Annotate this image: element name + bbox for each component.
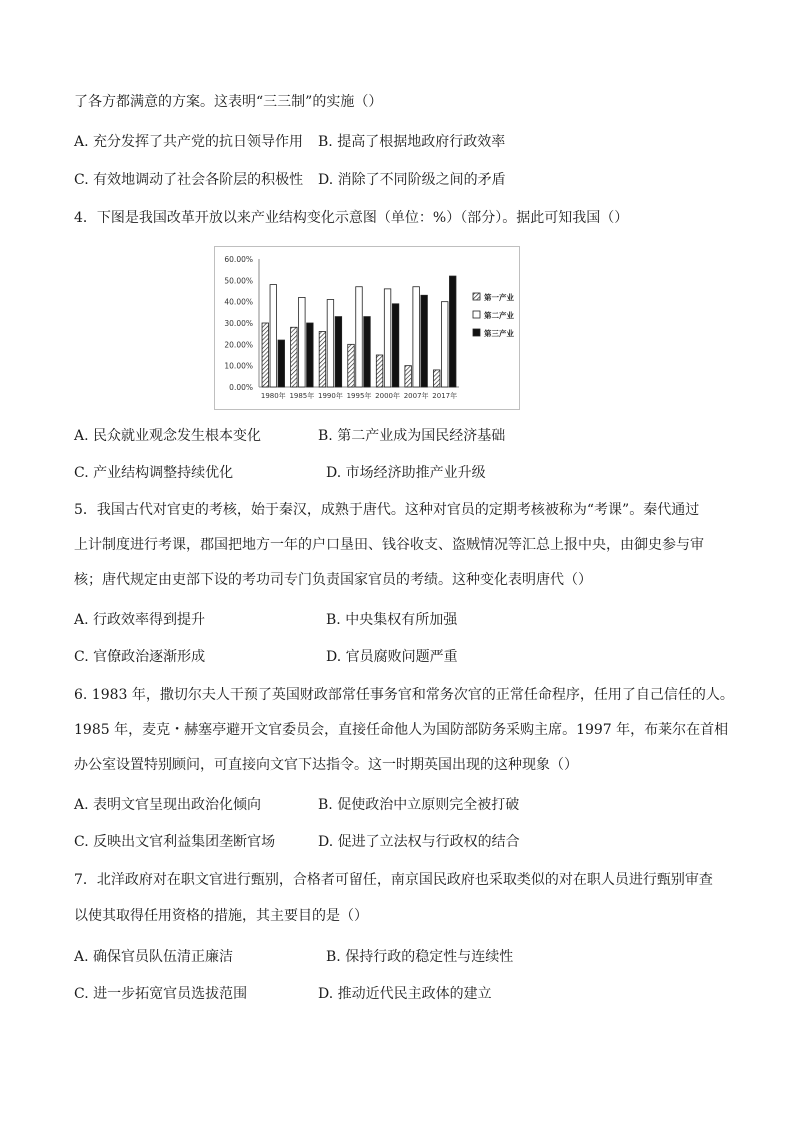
q7-option-d: D. 推动近代民主政体的建立 (318, 986, 492, 1002)
q4-stem: 4．下图是我国改革开放以来产业结构变化示意图（单位：%）（部分）。据此可知我国（） (74, 210, 629, 226)
q7-stem-line-2: 以使其取得任用资格的措施，其主要目的是（） (74, 908, 368, 924)
q4-option-a: A. 民众就业观念发生根本变化 (74, 428, 262, 444)
q5-stem-line-3: 核；唐代规定由吏部下设的考功司专门负责国家官员的考绩。这种变化表明唐代（） (74, 572, 592, 588)
q5-option-b: B. 中央集权有所加强 (326, 612, 458, 628)
x-tick-label: 2017年 (432, 392, 458, 400)
q6-option-a: A. 表明文官呈现出政治化倾向 (74, 797, 262, 813)
bar-3-4 (364, 317, 371, 387)
bar-3-6 (421, 295, 428, 387)
legend-label: 第三产业 (484, 329, 514, 338)
q5-option-c: C. 官僚政治逐渐形成 (74, 649, 206, 665)
bar-3-5 (392, 304, 399, 387)
y-tick-label: 50.00% (224, 276, 253, 286)
legend-swatch (473, 329, 480, 336)
y-tick-label: 30.00% (224, 319, 253, 328)
q3-tail: 了各方都满意的方案。这表明“三三制”的实施（） (74, 94, 383, 110)
q3-option-b: B. 提高了根据地政府行政效率 (318, 134, 506, 150)
q5-stem-line-2: 上计制度进行考课，郡国把地方一年的户口垦田、钱谷收支、盗贼情况等汇总上报中央，由御史参与审 (74, 537, 704, 553)
x-tick-label: 2000年 (375, 392, 400, 400)
bar-2-5 (384, 289, 391, 387)
bar-1-4 (348, 344, 355, 387)
q7-stem-line-1: 7．北洋政府对在职文官进行甄别，合格者可留任，南京国民政府也采取类似的对在职人员进行甄别审查 (74, 872, 713, 888)
bar-2-3 (327, 300, 334, 387)
bar-3-7 (449, 276, 456, 387)
q4-option-d: D. 市场经济助推产业升级 (326, 465, 486, 481)
q4-option-c: C. 产业结构调整持续优化 (74, 465, 234, 481)
y-tick-label: 40.00% (224, 297, 253, 307)
bar-1-5 (376, 355, 383, 387)
x-tick-label: 2007年 (403, 392, 429, 400)
x-tick-label: 1990年 (318, 392, 343, 400)
legend-label: 第一产业 (484, 293, 514, 302)
bar-3-2 (307, 323, 314, 387)
bar-3-3 (335, 317, 342, 387)
bar-1-1 (262, 323, 269, 387)
legend-swatch (473, 293, 480, 300)
bar-1-7 (433, 370, 440, 387)
q5-option-d: D. 官员腐败问题严重 (326, 649, 458, 665)
bar-3-1 (278, 340, 285, 387)
q5-stem-line-1: 5．我国古代对官吏的考核，始于秦汉，成熟于唐代。这种对官员的定期考核被称为“考课”。秦代通过 (74, 502, 700, 518)
q3-option-c: C. 有效地调动了社会各阶层的积极性 (74, 172, 304, 188)
q4-option-b: B. 第二产业成为国民经济基础 (318, 428, 506, 444)
y-tick-label: 0.00% (229, 383, 253, 392)
q6-stem-line-2: 1985 年，麦克・赫塞亭避开文官委员会，直接任命他人为国防部防务采购主席。1997 年，布莱尔在首相 (74, 722, 729, 738)
q6-stem-line-1: 6. 1983 年，撒切尔夫人干预了英国财政部常任事务官和常务次官的正常任命程序，任用了自己信任的人。 (74, 687, 734, 703)
bar-1-2 (291, 327, 298, 387)
q6-option-c: C. 反映出文官利益集团垄断官场 (74, 834, 276, 850)
legend-label: 第二产业 (484, 311, 514, 320)
x-tick-label: 1995年 (346, 392, 372, 400)
y-tick-label: 60.00% (224, 255, 253, 264)
q6-option-d: D. 促进了立法权与行政权的结合 (318, 834, 520, 850)
q3-option-a: A. 充分发挥了共产党的抗日领导作用 (74, 134, 304, 150)
q6-option-b: B. 促使政治中立原则完全被打破 (318, 797, 520, 813)
bar-2-4 (356, 287, 363, 387)
q7-option-c: C. 进一步拓宽官员选拔范围 (74, 986, 248, 1002)
bar-2-1 (270, 285, 277, 387)
x-tick-label: 1985年 (289, 392, 315, 400)
bar-2-7 (441, 302, 448, 387)
x-tick-label: 1980年 (260, 392, 286, 400)
bar-1-6 (405, 366, 412, 387)
bar-1-3 (319, 332, 326, 387)
industry-structure-chart-svg (215, 247, 519, 409)
q7-option-a: A. 确保官员队伍清正廉洁 (74, 949, 234, 965)
legend-swatch (473, 311, 480, 318)
y-tick-label: 10.00% (224, 361, 253, 371)
q7-option-b: B. 保持行政的稳定性与连续性 (326, 949, 514, 965)
q3-option-d: D. 消除了不同阶级之间的矛盾 (318, 172, 506, 188)
y-tick-label: 20.00% (224, 340, 253, 350)
bar-2-2 (299, 297, 306, 387)
bar-2-6 (413, 287, 420, 387)
q6-stem-line-3: 办公室设置特别顾问，可直接向文官下达指令。这一时期英国出现的这种现象（） (74, 757, 578, 773)
industry-structure-chart (214, 246, 520, 410)
q5-option-a: A. 行政效率得到提升 (74, 612, 206, 628)
